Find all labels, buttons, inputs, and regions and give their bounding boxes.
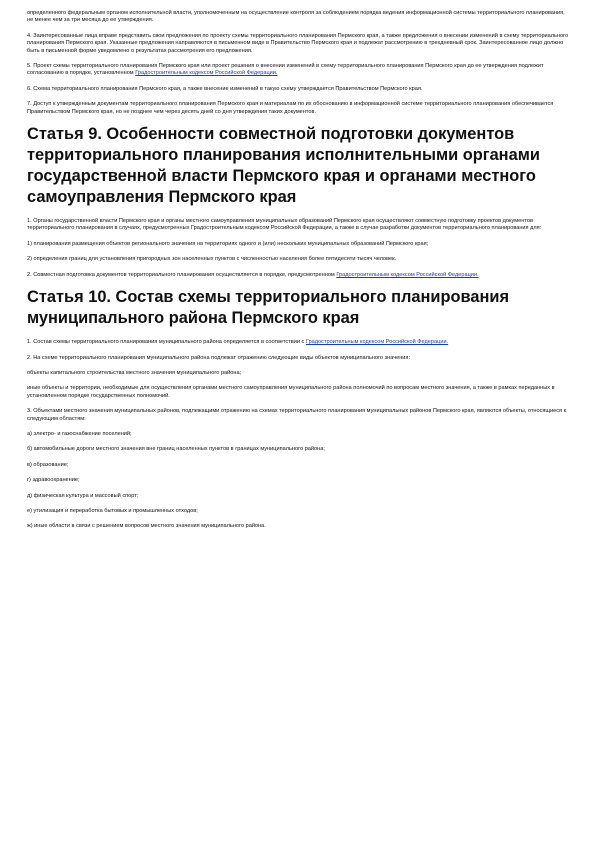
paragraph-text: 1) планирования размещения объектов регионального значения на территориях одного и (или) нескольких муниципальных образований Пермского края; [27, 240, 429, 247]
paragraph [27, 241, 571, 248]
paragraph-text: в) образование; [27, 461, 69, 468]
paragraph [27, 431, 571, 438]
paragraph-text: ж) иные области в связи с решением вопросов местного значения муниципального района. [27, 523, 266, 530]
paragraph [27, 508, 571, 515]
paragraph-text: иные объекты и территории, необходимые для осуществления органами местного самоуправления муниципального района полномочий по вопросам местного значения, а также в рамках переданных в установленном порядке государственных полномочий. [27, 385, 555, 399]
paragraph [27, 385, 571, 400]
article-10-heading: Статья 10. Состав схемы территориального планирования муниципального района Пермского края [27, 288, 510, 328]
law-link[interactable]: Градостроительным кодексом Российской Федерации. [336, 271, 479, 278]
paragraph-text: 1. Состав схемы территориального планирования муниципального района определяется в соответствии с [27, 339, 306, 346]
paragraph-text: г) здравоохранение; [27, 477, 80, 484]
law-link[interactable]: Градостроительным кодексом Российской Федерации. [135, 70, 278, 77]
article-8-tail [27, 10, 571, 116]
paragraph-text: 2. На схеме территориального планирования муниципального района подлежат отражению следующие виды объектов муниципального значения: [27, 354, 411, 361]
paragraph-text: 1. Органы государственной власти Пермского края и органы местного самоуправления муниципальных образований Пермского края осуществляют совместную подготовку проектов документов территориального планирования в случаях, предусмотренных Градостроительным кодексом Российской Федерации, а также в случае разработки документов территориального планирования для: [27, 218, 542, 232]
paragraph [27, 33, 571, 55]
paragraph-text: е) утилизация и переработка бытовых и промышленных отходов; [27, 507, 198, 514]
paragraph-text: 2. Совместная подготовка документов территориального планирования осуществляется в порядке, предусмотренном [27, 271, 337, 278]
article-10-body [27, 339, 571, 531]
paragraph-text: 4. Заинтересованные лица вправе представить свои предложения по проекту схемы территориального планирования Пермского края, а также предложения о внесении изменений в схему территориального планирования Пермского края. Указанные предложения направляются в письменном виде в Правительство Пермского края и подлежат рассмотрению в трехдневный срок. Заинтересованное лицо должно быть в письменной форме уведомлено о результатах рассмотрения его предложения. [27, 32, 569, 54]
paragraph [27, 218, 571, 233]
paragraph-text: б) автомобильные дороги местного значения вне границ населенных пунктов в границах муниципального района; [27, 446, 325, 453]
paragraph [27, 523, 571, 530]
paragraph [27, 339, 571, 346]
paragraph [27, 446, 571, 453]
paragraph-text: объекты капитального строительства местного значения муниципального района; [27, 369, 242, 376]
paragraph [27, 355, 571, 362]
paragraph [27, 493, 571, 500]
paragraph [27, 370, 571, 377]
paragraph-text: 6. Схема территориального планирования Пермского края, а также внесение изменений в такую схему утверждается Правительством Пермского края. [27, 85, 423, 92]
paragraph [27, 63, 571, 78]
paragraph-text: 3. Объектами местного значения муниципальных районов, подлежащими отражению на схемах территориального планирования муниципальных районов Пермского края, являются объекты, относящиеся к следующим областям: [27, 408, 567, 422]
paragraph [27, 272, 571, 279]
paragraph [27, 408, 571, 423]
document-page [27, 10, 571, 539]
paragraph [27, 462, 571, 469]
paragraph [27, 256, 571, 263]
paragraph [27, 86, 571, 93]
article-9-body [27, 218, 571, 279]
paragraph-text: а) электро- и газоснабжение поселений; [27, 430, 132, 437]
law-link[interactable]: Градостроительным кодексом Российской Федерации. [305, 339, 449, 346]
paragraph-text: определенного федеральным органом исполнительной власти, уполномоченным на осуществление контроля за соблюдением порядка ведения информационной системы территориального планирования, не менее чем за три месяца до ее утверждения. [27, 10, 565, 24]
paragraph-text: 5. Проект схемы территориального планирования Пермского края или проект решения о внесении изменений в схему территориального планирования Пермского края до ее утверждения подлежит согласованию в порядке, установленном [27, 63, 544, 77]
paragraph-text: 2) определения границ для установления пригородных зон населенных пунктов с численностью населения более пятидесяти тысяч человек. [27, 256, 397, 263]
article-9-heading: Статья 9. Особенности совместной подготовки документов территориального планирования исполнительными органами государственной власти Пермского края и органами местного самоуправления Пермского края [27, 125, 540, 207]
paragraph [27, 477, 571, 484]
paragraph-text: 7. Доступ к утвержденным документам территориального планирования Пермского края и материалам по их обоснованию в информационной системе территориального планирования обеспечивается Правительством Пермского края, но не позднее чем через десять дней со дня утверждения таких документов. [27, 101, 554, 115]
paragraph [27, 10, 571, 25]
paragraph-text: д) физическая культура и массовый спорт; [27, 492, 139, 499]
paragraph [27, 101, 571, 116]
